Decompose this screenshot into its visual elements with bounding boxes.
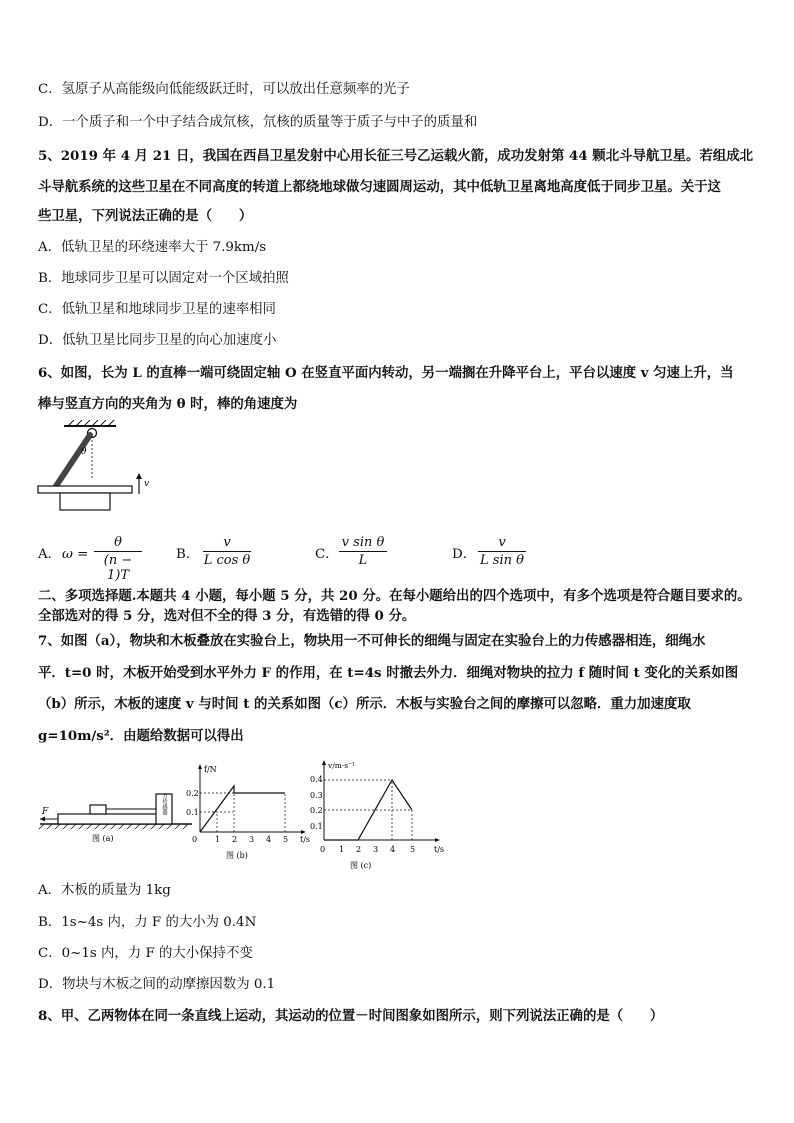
fig-b-xtick: 1 (215, 835, 221, 844)
fig-b-xtick: 4 (266, 835, 272, 844)
fig-c-xtick: 2 (356, 845, 362, 854)
q5-option-a: A．低轨卫星的环绕速率大于 7.9km/s (38, 240, 267, 255)
fig-c-caption: 图 (c) (350, 861, 372, 870)
q5-option-d: D．低轨卫星比同步卫星的向心加速度小 (38, 333, 277, 348)
fig-b-xtick: 2 (232, 835, 238, 844)
q5-stem-1: 5、2019 年 4 月 21 日，我国在西昌卫星发射中心用长征三号乙运载火箭，成功发射第 44 颗北斗导航卫星。若组成北 (38, 148, 753, 164)
theta-label: θ (81, 447, 87, 457)
fig-c-ytick: 0.2 (310, 806, 323, 815)
fig-b-xlabel: t/s (300, 835, 311, 844)
q5-stem-3: 些卫星，下列说法正确的是（ ） (38, 208, 253, 224)
q7-stem-4: g=10m/s²．由题给数据可以得出 (38, 728, 244, 744)
q6-option-d-label: D． (452, 547, 477, 562)
q7-option-a: A．木板的质量为 1kg (38, 883, 171, 898)
q6-option-b-fraction: v L cos θ (203, 535, 251, 568)
fig-c-ylabel: v/m·s⁻¹ (328, 761, 356, 770)
q6-stem-1: 6、如图，长为 L 的直棒一端可绕固定轴 O 在竖直平面内转动，另一端搁在升降平台上，平台以速度 v 匀速上升，当 (38, 365, 734, 381)
q6-option-a-fraction: θ (n − 1)T (94, 535, 142, 583)
q6-option-c-fraction: v sin θ L (339, 535, 387, 568)
fig-a-caption: 图 (a) (92, 834, 114, 843)
sensor-label: 力传感器 (161, 793, 167, 815)
fig-c-ytick: 0.1 (310, 822, 323, 831)
q7-stem-3: （b）所示，木板的速度 v 与时间 t 的关系如图（c）所示．木板与实验台之间的摩擦可以忽略．重力加速度取 (38, 696, 691, 712)
q7-option-d: D．物块与木板之间的动摩擦因数为 0.1 (38, 977, 276, 992)
q6-option-a-label: A． (38, 547, 62, 562)
fig-b-ytick: 0.1 (186, 808, 199, 817)
fig-b-xtick: 5 (283, 835, 289, 844)
fig-b-caption: 图 (b) (226, 851, 248, 860)
q6-option-b-label: B． (176, 547, 200, 562)
fig-c-xtick: 3 (373, 845, 379, 854)
fig-c-ytick: 0.3 (310, 791, 323, 800)
fig-c-origin: 0 (320, 845, 326, 854)
q5-option-b: B．地球同步卫星可以固定对一个区域拍照 (38, 271, 289, 286)
fig-b-xtick: 3 (249, 835, 255, 844)
fig-c-ytick: 0.4 (310, 775, 323, 784)
fig-c-xtick: 5 (410, 845, 416, 854)
q7-figure-b (184, 762, 314, 864)
q6-rod-figure (36, 420, 166, 515)
q6-option-a-lhs: ω = (62, 547, 89, 562)
q6-stem-2: 棒与竖直方向的夹角为 θ 时，棒的角速度为 (38, 396, 298, 412)
q7-figure-c (310, 758, 450, 872)
q6-option-c-label: C． (315, 547, 339, 562)
q8-stem: 8、甲、乙两物体在同一条直线上运动，其运动的位置－时间图象如图所示，则下列说法正确的是（ ） (38, 1008, 664, 1024)
fig-b-ytick: 0.2 (186, 789, 199, 798)
q7-option-c: C．0~1s 内，力 F 的大小保持不变 (38, 946, 253, 961)
q4-option-d: D．一个质子和一个中子结合成氘核，氘核的质量等于质子与中子的质量和 (38, 115, 478, 130)
section-2-heading-2: 全部选对的得 5 分，选对但不全的得 3 分，有选错的得 0 分。 (38, 608, 416, 624)
q7-stem-1: 7、如图（a），物块和木板叠放在实验台上，物块用一不可伸长的细绳与固定在实验台上的力传感器相连，细绳水 (38, 633, 706, 649)
q6-option-d-fraction: v L sin θ (478, 535, 526, 568)
force-label: F (42, 807, 49, 817)
q7-option-b: B．1s~4s 内，力 F 的大小为 0.4N (38, 915, 257, 930)
fig-c-xtick: 4 (390, 845, 396, 854)
q7-figure-a (36, 790, 196, 846)
q4-option-c: C．氢原子从高能级向低能级跃迁时，可以放出任意频率的光子 (38, 82, 410, 97)
velocity-label: v (144, 479, 150, 489)
fig-b-ylabel: f/N (204, 765, 217, 774)
q5-option-c: C．低轨卫星和地球同步卫星的速率相同 (38, 302, 276, 317)
section-2-heading-1: 二、多项选择题.本题共 4 小题，每小题 5 分，共 20 分。在每小题给出的四个选项中，有多个选项是符合题目要求的。 (38, 588, 751, 604)
q7-stem-2: 平．t=0 时，木板开始受到水平外力 F 的作用，在 t=4s 时撤去外力．细绳对物块的拉力 f 随时间 t 变化的关系如图 (38, 665, 739, 681)
fig-b-origin: 0 (192, 835, 198, 844)
q5-stem-2: 斗导航系统的这些卫星在不同高度的转道上都绕地球做匀速圆周运动，其中低轨卫星离地高度低于同步卫星。关于这 (38, 179, 721, 195)
fig-c-xtick: 1 (339, 845, 345, 854)
fig-c-xlabel: t/s (434, 845, 445, 854)
